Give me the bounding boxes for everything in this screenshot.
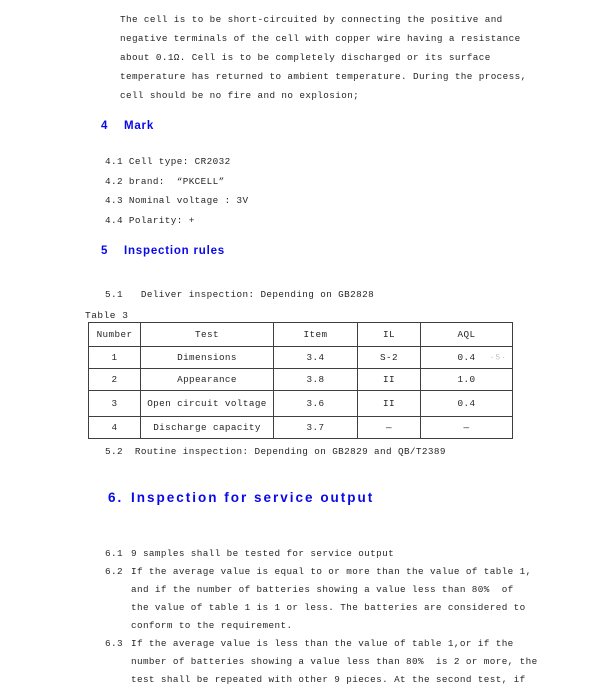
table-cell: 1.0 [421, 369, 513, 391]
service-item-6-2 [105, 563, 600, 635]
mark-item-brand: 4.2 brand: “PKCELL” [105, 175, 225, 187]
table-cell: 3.8 [274, 369, 358, 391]
item-line: and if the number of batteries showing a value less than 80% of [131, 584, 514, 595]
item-lines [131, 563, 600, 635]
table-cell [421, 347, 513, 369]
table-cell: II [358, 369, 421, 391]
section-4-number: 4 [100, 120, 109, 132]
table-header-number: Number [89, 323, 141, 347]
table-header-test: Test [141, 323, 274, 347]
aql-value: 0.4 [457, 352, 476, 363]
table-cell: Open circuit voltage [141, 391, 274, 417]
table-cell: II [358, 391, 421, 417]
table-cell: 1 [89, 347, 141, 369]
table-3-label: Table 3 [85, 310, 129, 321]
item-number: 6.2 [105, 566, 123, 577]
item-line: the value of table 1 is 1 or less. The batteries are considered to [131, 602, 526, 613]
table-cell: 3.7 [274, 417, 358, 439]
section-6-title: Inspection for service output [131, 490, 375, 505]
section-6-items [105, 545, 600, 689]
table-cell: — [358, 417, 421, 439]
intro-line: about 0.1Ω. Cell is to be completely discharged or its surface [120, 52, 491, 63]
item-line: 9 samples shall be tested for service output [131, 548, 395, 559]
section-5-title: Inspection rules [123, 245, 225, 257]
item-line: If the average value is equal to or more than the value of table 1, [131, 566, 532, 577]
item-line: test shall be repeated with other 9 pieces. At the second test, if [131, 674, 526, 685]
mark-item-cell-type: 4.1 Cell type: CR2032 [105, 156, 231, 167]
section-4-heading [85, 105, 600, 147]
aql-handwritten-note: ·5· [489, 353, 507, 362]
table-row [89, 369, 513, 391]
table-row [89, 391, 513, 417]
item-5-1: 5.1 Deliver inspection: Depending on GB2828 [105, 289, 375, 300]
section-5-number: 5 [100, 245, 109, 257]
item-line: If the average value is less than the value of table 1,or if the [131, 638, 514, 649]
intro-line: The cell is to be short-circuited by connecting the positive and [120, 14, 503, 25]
table-header-row [89, 323, 513, 347]
item-lines [131, 545, 600, 563]
section-6-heading [85, 474, 600, 522]
table-cell: 3.4 [274, 347, 358, 369]
intro-paragraph [120, 10, 600, 105]
item-5-2: 5.2 Routine inspection: Depending on GB2829 and QB/T2389 [105, 446, 446, 457]
table-cell: — [421, 417, 513, 439]
item-lines [131, 635, 600, 689]
inspection-table [88, 322, 513, 439]
table-cell: 3 [89, 391, 141, 417]
section-4-items [105, 152, 600, 230]
table-header-item: Item [274, 323, 358, 347]
table-cell: Discharge capacity [141, 417, 274, 439]
service-item-6-1 [105, 545, 600, 563]
intro-line: temperature has returned to ambient temperature. During the process, [120, 71, 527, 82]
section-6-number: 6. [108, 490, 124, 505]
table-header-il: IL [358, 323, 421, 347]
table-cell: 4 [89, 417, 141, 439]
mark-item-polarity: 4.4 Polarity: + [105, 214, 195, 226]
item-line: number of batteries showing a value less than 80% is 2 or more, the [131, 656, 538, 667]
section-4-title: Mark [123, 120, 155, 132]
table-cell: 2 [89, 369, 141, 391]
mark-item-nominal-voltage: 4.3 Nominal voltage : 3V [105, 195, 249, 206]
table-cell: 3.6 [274, 391, 358, 417]
table-cell: Dimensions [141, 347, 274, 369]
service-item-6-3 [105, 635, 600, 689]
table-row [89, 347, 513, 369]
table-cell: S-2 [358, 347, 421, 369]
item-number: 6.1 [105, 548, 123, 559]
item-number: 6.3 [105, 638, 123, 649]
table-cell: Appearance [141, 369, 274, 391]
intro-line: cell should be no fire and no explosion; [120, 90, 360, 101]
intro-line: negative terminals of the cell with copper wire having a resistance [120, 33, 521, 44]
table-header-aql: AQL [421, 323, 513, 347]
table-row [89, 417, 513, 439]
section-5-heading [85, 230, 600, 272]
table-cell: 0.4 [421, 391, 513, 417]
item-line: conform to the requirement. [131, 620, 293, 631]
